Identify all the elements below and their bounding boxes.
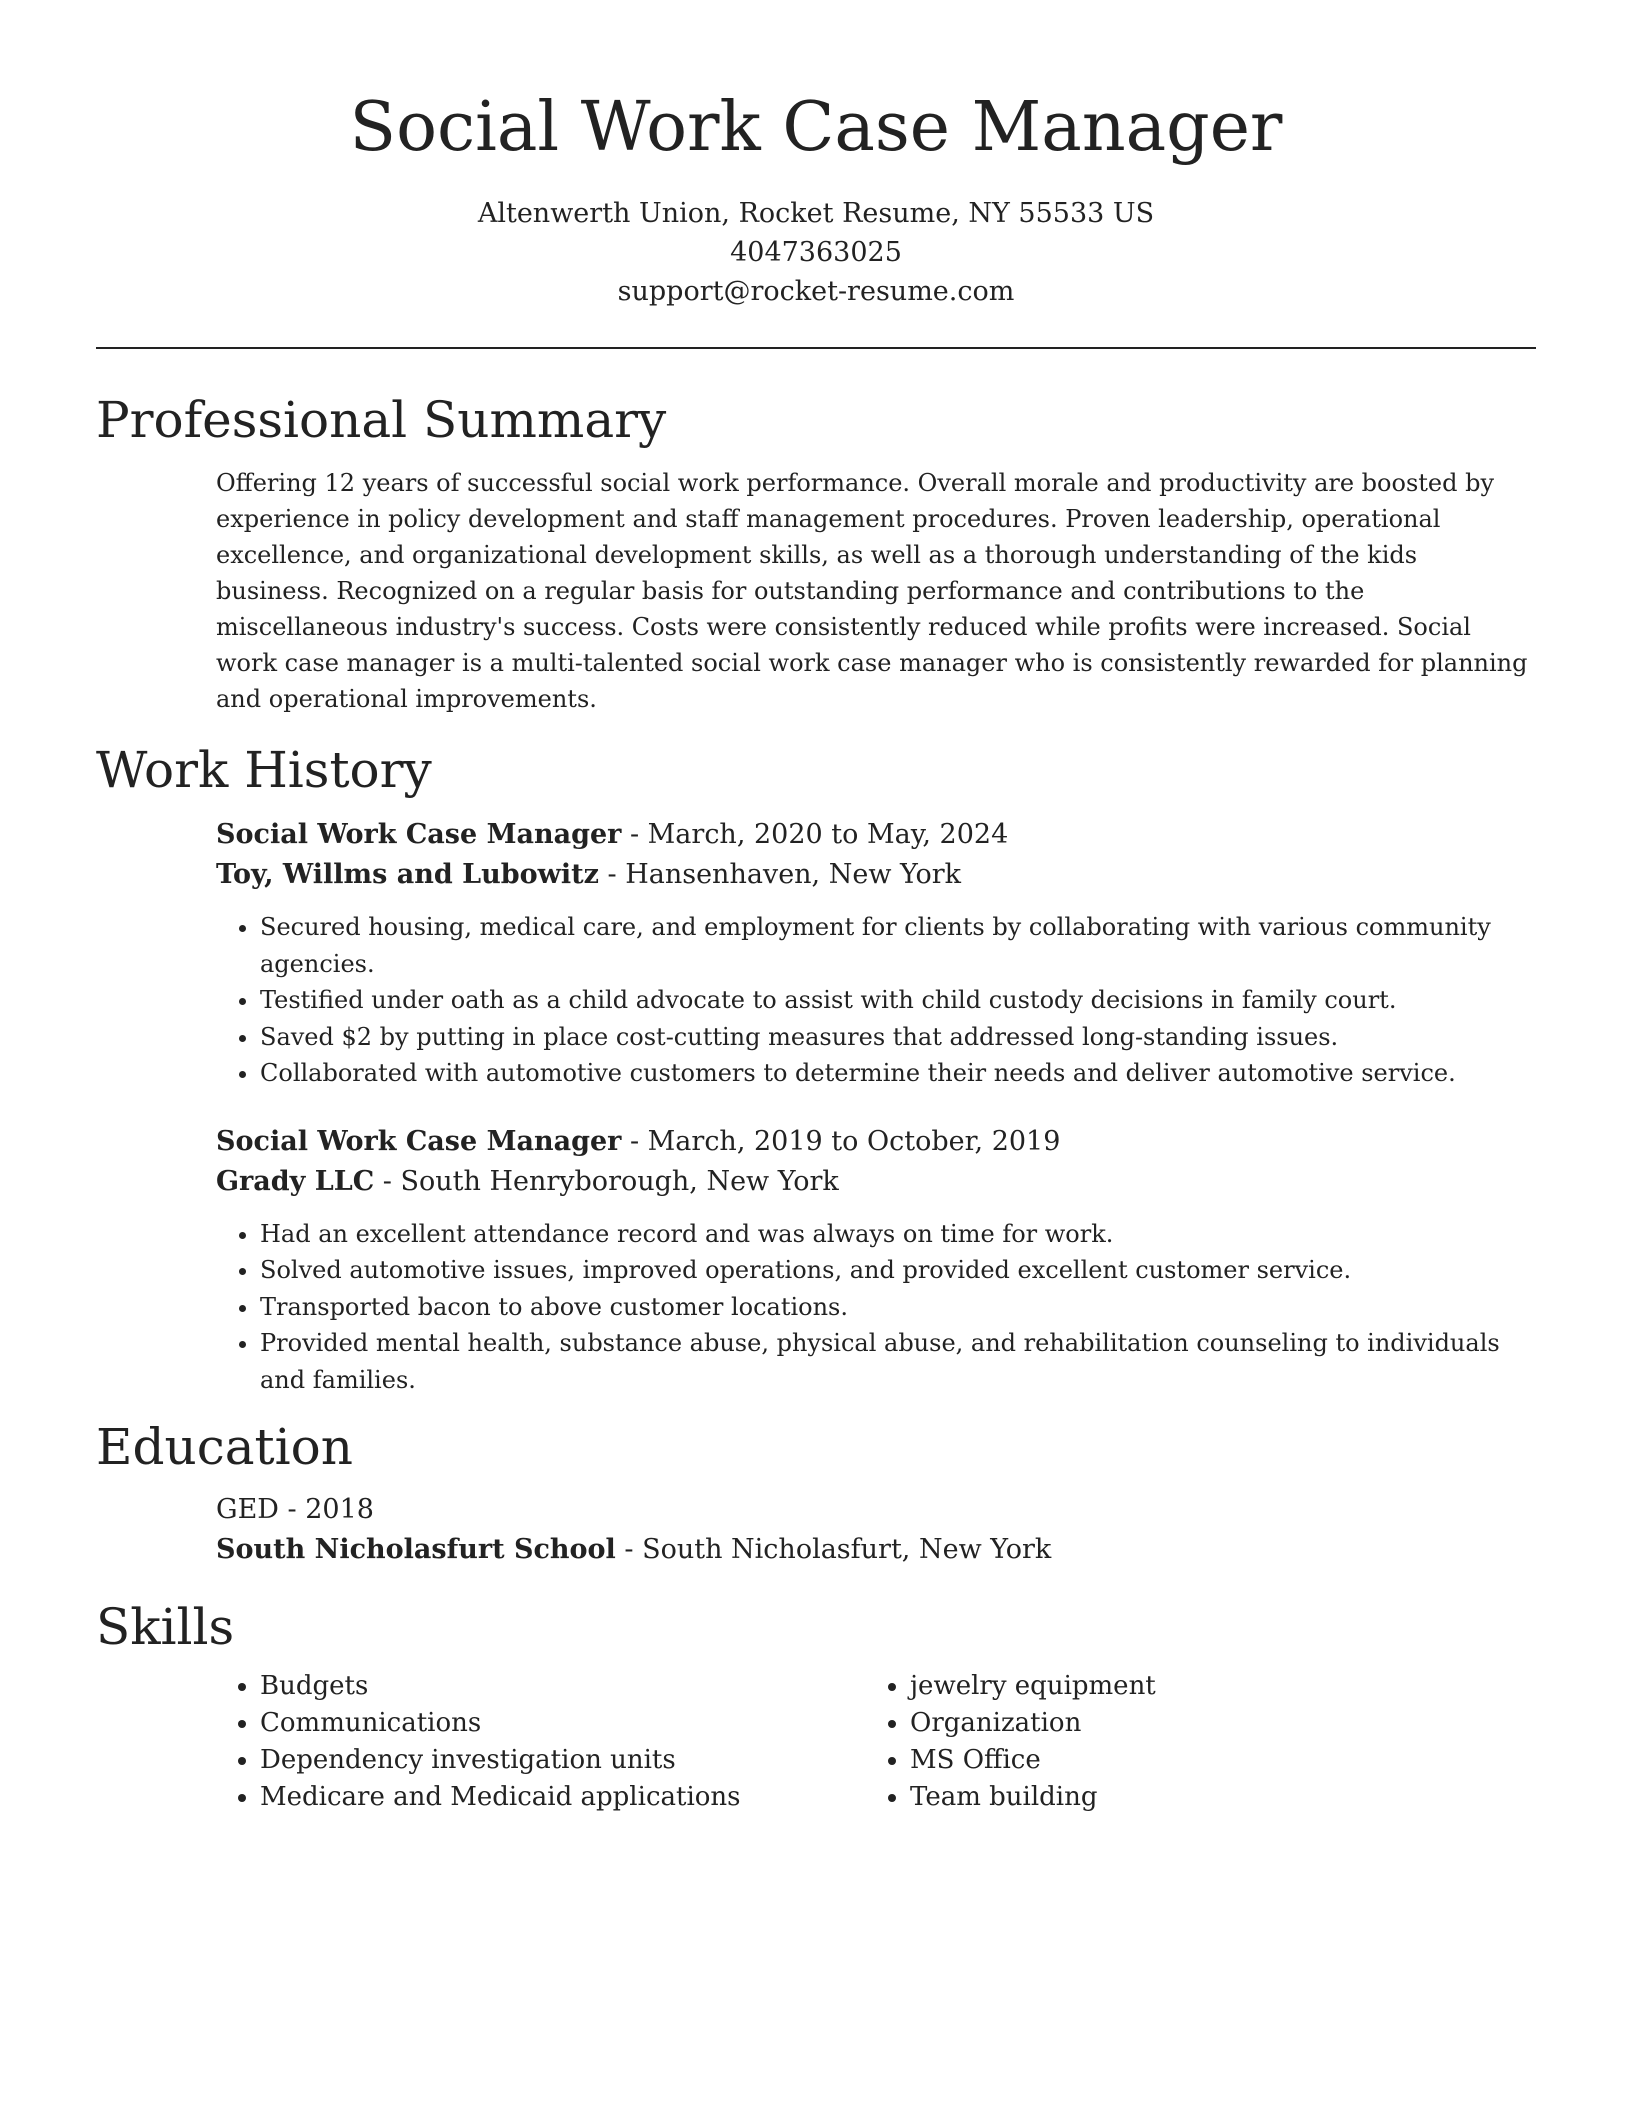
skill-item: • Team building: [910, 1779, 1516, 1816]
skill-item: • jewelry equipment: [910, 1668, 1516, 1705]
skill-item: • Organization: [910, 1705, 1516, 1742]
job-company: Grady LLC: [216, 1165, 375, 1197]
job-company-line: [216, 855, 1536, 895]
work-history-heading: Work History: [96, 741, 432, 799]
skills-column-left: [216, 1668, 866, 1816]
job-role-line: [216, 1122, 1536, 1162]
job-bullet: • Secured housing, medical care, and employment for clients by collaborating with various community agencies.: [260, 909, 1536, 982]
job-role: Social Work Case Manager: [216, 819, 622, 850]
education-school: South Nicholasfurt School: [216, 1534, 616, 1565]
education-heading: Education: [96, 1418, 353, 1476]
job-dates: - March, 2019 to October, 2019: [621, 1125, 1061, 1157]
education-school-line: [216, 1530, 1536, 1570]
header-divider: [96, 347, 1536, 349]
job-bullet: • Testified under oath as a child advocate to assist with child custody decisions in family court.: [260, 982, 1536, 1019]
job-bullet: • Collaborated with automotive customers to determine their needs and deliver automotive service.: [260, 1055, 1536, 1092]
job-bullet: • Had an excellent attendance record and was always on time for work.: [260, 1216, 1536, 1253]
contact-info: [96, 194, 1536, 311]
skills-list: [216, 1668, 1536, 1816]
job-bullets: [216, 909, 1536, 1092]
job-location: - South Henryborough, New York: [374, 1165, 839, 1197]
email-text: support@rocket-resume.com: [617, 276, 1015, 307]
job-entry: [216, 1122, 1536, 1399]
skill-item: • MS Office: [910, 1742, 1516, 1779]
job-bullet: • Saved $2 by putting in place cost-cutting measures that addressed long-standing issues.: [260, 1019, 1536, 1056]
resume-page: [96, 0, 1536, 1816]
skill-item: • Communications: [260, 1705, 866, 1742]
summary-section: [96, 389, 1536, 717]
summary-text: Offering 12 years of successful social work performance. Overall morale and productivity are boosted by experience in policy development and staff management procedures. Proven leadership, operational excellence, and organizational development skills, as well as a thorough understanding of the kids business. Recognized on a regular basis for outstanding performance and contributions to the miscellaneous industry's success. Costs were consistently reduced while profits were increased. Social work case manager is a multi-talented social work case manager who is consistently rewarded for planning and operational improvements.: [216, 469, 1528, 713]
job-dates: - March, 2020 to May, 2024: [621, 819, 1009, 850]
job-bullet: • Provided mental health, substance abuse, physical abuse, and rehabilitation counseling to individuals and families.: [260, 1325, 1536, 1398]
job-company-line: [216, 1162, 1536, 1202]
job-role: Social Work Case Manager: [216, 1125, 622, 1157]
job-company: Toy, Willms and Lubowitz: [216, 859, 599, 890]
summary-heading: Professional Summary: [96, 391, 667, 449]
skills-section: [96, 1596, 1536, 1816]
job-role-line: [216, 815, 1536, 855]
skills-column-right: [866, 1668, 1516, 1816]
education-section: [96, 1416, 1536, 1570]
job-bullet: • Solved automotive issues, improved operations, and provided excellent customer service.: [260, 1252, 1536, 1289]
education-location: - South Nicholasfurt, New York: [615, 1534, 1052, 1565]
resume-header: [96, 0, 1536, 311]
work-history-section: [96, 739, 1536, 1398]
phone-text: 4047363025: [730, 237, 902, 268]
candidate-title: Social Work Case Manager: [349, 88, 1283, 167]
education-degree: GED - 2018: [216, 1494, 374, 1525]
job-bullet: • Transported bacon to above customer locations.: [260, 1289, 1536, 1326]
job-bullets: [216, 1216, 1536, 1399]
job-location: - Hansenhaven, New York: [598, 859, 962, 890]
address-text: Altenwerth Union, Rocket Resume, NY 55533 US: [477, 198, 1155, 229]
skills-heading: Skills: [96, 1598, 235, 1656]
skill-item: • Budgets: [260, 1668, 866, 1705]
job-entry: [216, 815, 1536, 1092]
skill-item: • Medicare and Medicaid applications: [260, 1779, 866, 1816]
skill-item: • Dependency investigation units: [260, 1742, 866, 1779]
